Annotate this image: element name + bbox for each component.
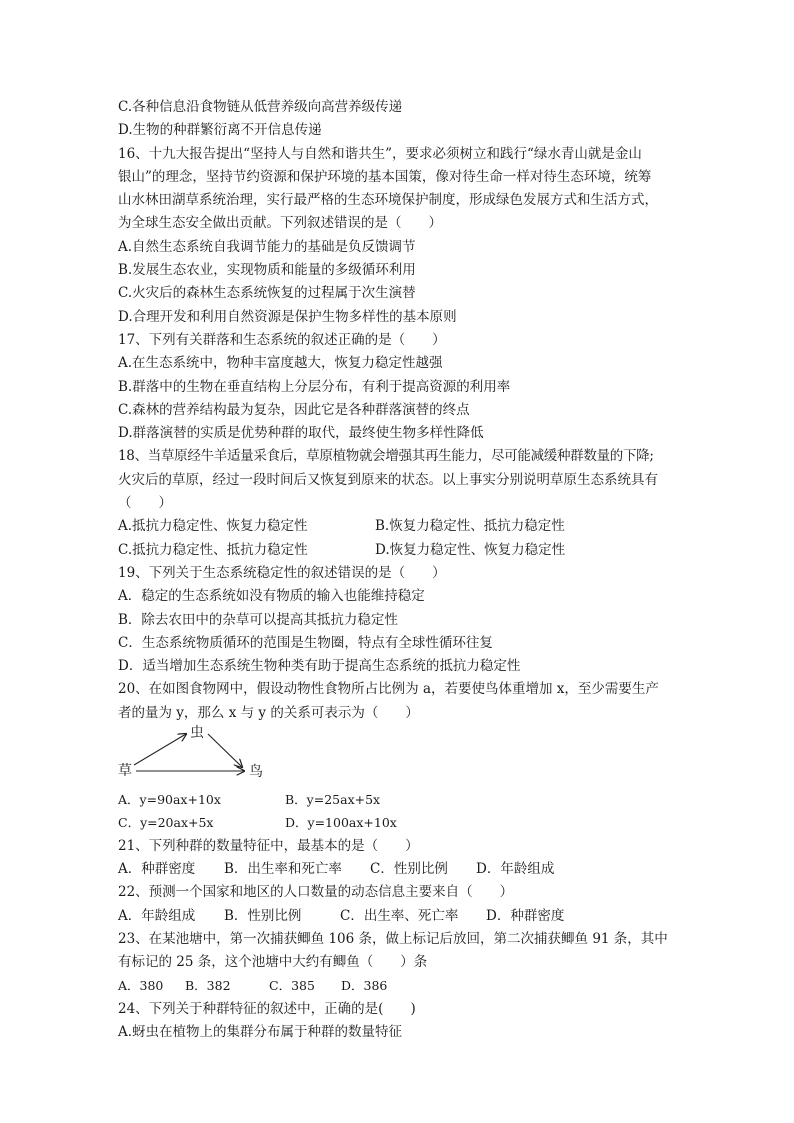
q20-options-row1 <box>118 788 678 811</box>
q18-stem-line2: 火灾后的草原，经过一段时间后又恢复到原来的状态。以上事实分别说明草原生态系统具有 <box>118 471 658 488</box>
q23-option-b: B．382 <box>185 978 231 994</box>
q21-option-d: D．年龄组成 <box>476 860 555 877</box>
food-web-diagram <box>118 725 678 788</box>
node-bird: 鸟 <box>249 764 263 781</box>
q17-option-b: B.群落中的生物在垂直结构上分层分布，有利于提高资源的利用率 <box>118 378 511 395</box>
node-grass: 草 <box>118 763 132 780</box>
q16-option-d: D.合理开发和利用自然资源是保护生物多样性的基本原则 <box>118 308 457 325</box>
q20-option-a: A．y=90ax+10x <box>118 792 221 808</box>
q23-option-d: D．386 <box>341 978 388 994</box>
q19-option-a: A．稳定的生态系统如没有物质的输入也能维持稳定 <box>118 588 425 605</box>
q23-option-c: C．385 <box>269 978 315 994</box>
food-web-arrows <box>118 725 318 788</box>
q17-option-d: D.群落演替的实质是优势种群的取代，最终使生物多样性降低 <box>118 425 484 442</box>
q20-options-row2 <box>118 811 678 834</box>
exam-page <box>118 96 678 1044</box>
node-insect: 虫 <box>190 725 204 742</box>
q18-option-c: C.抵抗力稳定性、抵抗力稳定性 <box>118 541 308 558</box>
q17-stem: 17、下列有关群落和生态系统的叙述正确的是（ ） <box>118 331 446 348</box>
q18-stem-line1: 18、当草原经牛羊适量采食后，草原植物就会增强其再生能力，尽可能减缓种群数量的下降; <box>118 448 654 465</box>
q16-option-a: A.自然生态系统自我调节能力的基础是负反馈调节 <box>118 238 416 255</box>
q16-option-c: C.火灾后的森林生态系统恢复的过程属于次生演替 <box>118 285 416 302</box>
q17-option-a: A.在生态系统中，物种丰富度越大，恢复力稳定性越强 <box>118 355 443 372</box>
q24-option-a: A.蚜虫在植物上的集群分布属于种群的数量特征 <box>118 1023 403 1040</box>
q22-option-c: C．出生率、死亡率 <box>340 907 459 924</box>
q20-option-b: B．y=25ax+5x <box>285 792 381 808</box>
q22-options <box>118 905 678 928</box>
q16-option-b: B.发展生态农业，实现物质和能量的多级循环利用 <box>118 262 416 279</box>
q16-stem-line2: 银山”的理念，坚持节约资源和保护环境的基本国策，像对待生命一样对待生态环境，统筹 <box>118 168 652 185</box>
q15-option-d: D.生物的种群繁衍离不开信息传递 <box>118 122 322 139</box>
arrow-grass-to-insect <box>134 734 186 765</box>
q23-stem-line2: 有标记的 25 条，这个池塘中大约有鲫鱼（ ）条 <box>118 954 428 971</box>
q18-option-a: A.抵抗力稳定性、恢复力稳定性 <box>118 518 308 535</box>
q21-options <box>118 858 678 881</box>
q21-option-a: A．种群密度 <box>118 860 196 877</box>
q16-stem-line4: 为全球生态安全做出贡献。下列叙述错误的是（ ） <box>118 215 442 232</box>
q18-options-row1 <box>118 515 678 538</box>
q19-stem: 19、下列关于生态系统稳定性的叙述错误的是（ ） <box>118 564 446 581</box>
q19-option-b: B．除去农田中的杂草可以提高其抵抗力稳定性 <box>118 611 398 628</box>
q19-option-d: D．适当增加生态系统生物种类有助于提高生态系统的抵抗力稳定性 <box>118 658 521 675</box>
q18-option-b: B.恢复力稳定性、抵抗力稳定性 <box>375 518 565 535</box>
arrow-insect-to-bird <box>208 734 242 767</box>
q19-option-c: C．生态系统物质循环的范围是生物圈，特点有全球性循环往复 <box>118 634 493 651</box>
q21-option-b: B．出生率和死亡率 <box>224 860 342 877</box>
q20-option-d: D．y=100ax+10x <box>285 815 397 831</box>
q22-option-b: B．性别比例 <box>224 907 302 924</box>
q23-stem-line1: 23、在某池塘中，第一次捕获鲫鱼 106 条，做上标记后放回，第二次捕获鲫鱼 91 条，其中 <box>118 930 668 947</box>
q20-stem-line1: 20、在如图食物网中，假设动物性食物所占比例为 a，若要使鸟体重增加 x，至少需要生产 <box>118 681 659 698</box>
q22-option-a: A．年龄组成 <box>118 907 196 924</box>
q20-stem-line2: 者的量为 y，那么 x 与 y 的关系可表示为（ ） <box>118 704 419 721</box>
q24-stem: 24、下列关于种群特征的叙述中，正确的是( ) <box>118 1000 416 1017</box>
q23-options <box>118 974 678 997</box>
q16-stem-line1: 16、十九大报告提出“坚持人与自然和谐共生”，要求必须树立和践行“绿水青山就是金山 <box>118 145 642 162</box>
q18-options-row2 <box>118 539 678 562</box>
q16-stem-line3: 山水林田湖草系统治理，实行最严格的生态环境保护制度，形成绿色发展方式和生活方式， <box>118 192 658 209</box>
q21-stem: 21、下列种群的数量特征中，最基本的是（ ） <box>118 837 419 854</box>
q17-option-c: C.森林的营养结构最为复杂，因此它是各种群落演替的终点 <box>118 401 470 418</box>
q18-stem-line3: （ ） <box>118 495 172 512</box>
q21-option-c: C．性别比例 <box>370 860 448 877</box>
q15-option-c: C.各种信息沿食物链从低营养级向高营养级传递 <box>118 99 403 115</box>
q22-option-d: D．种群密度 <box>486 907 565 924</box>
q22-stem: 22、预测一个国家和地区的人口数量的动态信息主要来自（ ） <box>118 884 514 901</box>
q18-option-d: D.恢复力稳定性、恢复力稳定性 <box>375 541 566 558</box>
q23-option-a: A．380 <box>118 978 164 994</box>
q20-option-c: C．y=20ax+5x <box>118 815 214 831</box>
